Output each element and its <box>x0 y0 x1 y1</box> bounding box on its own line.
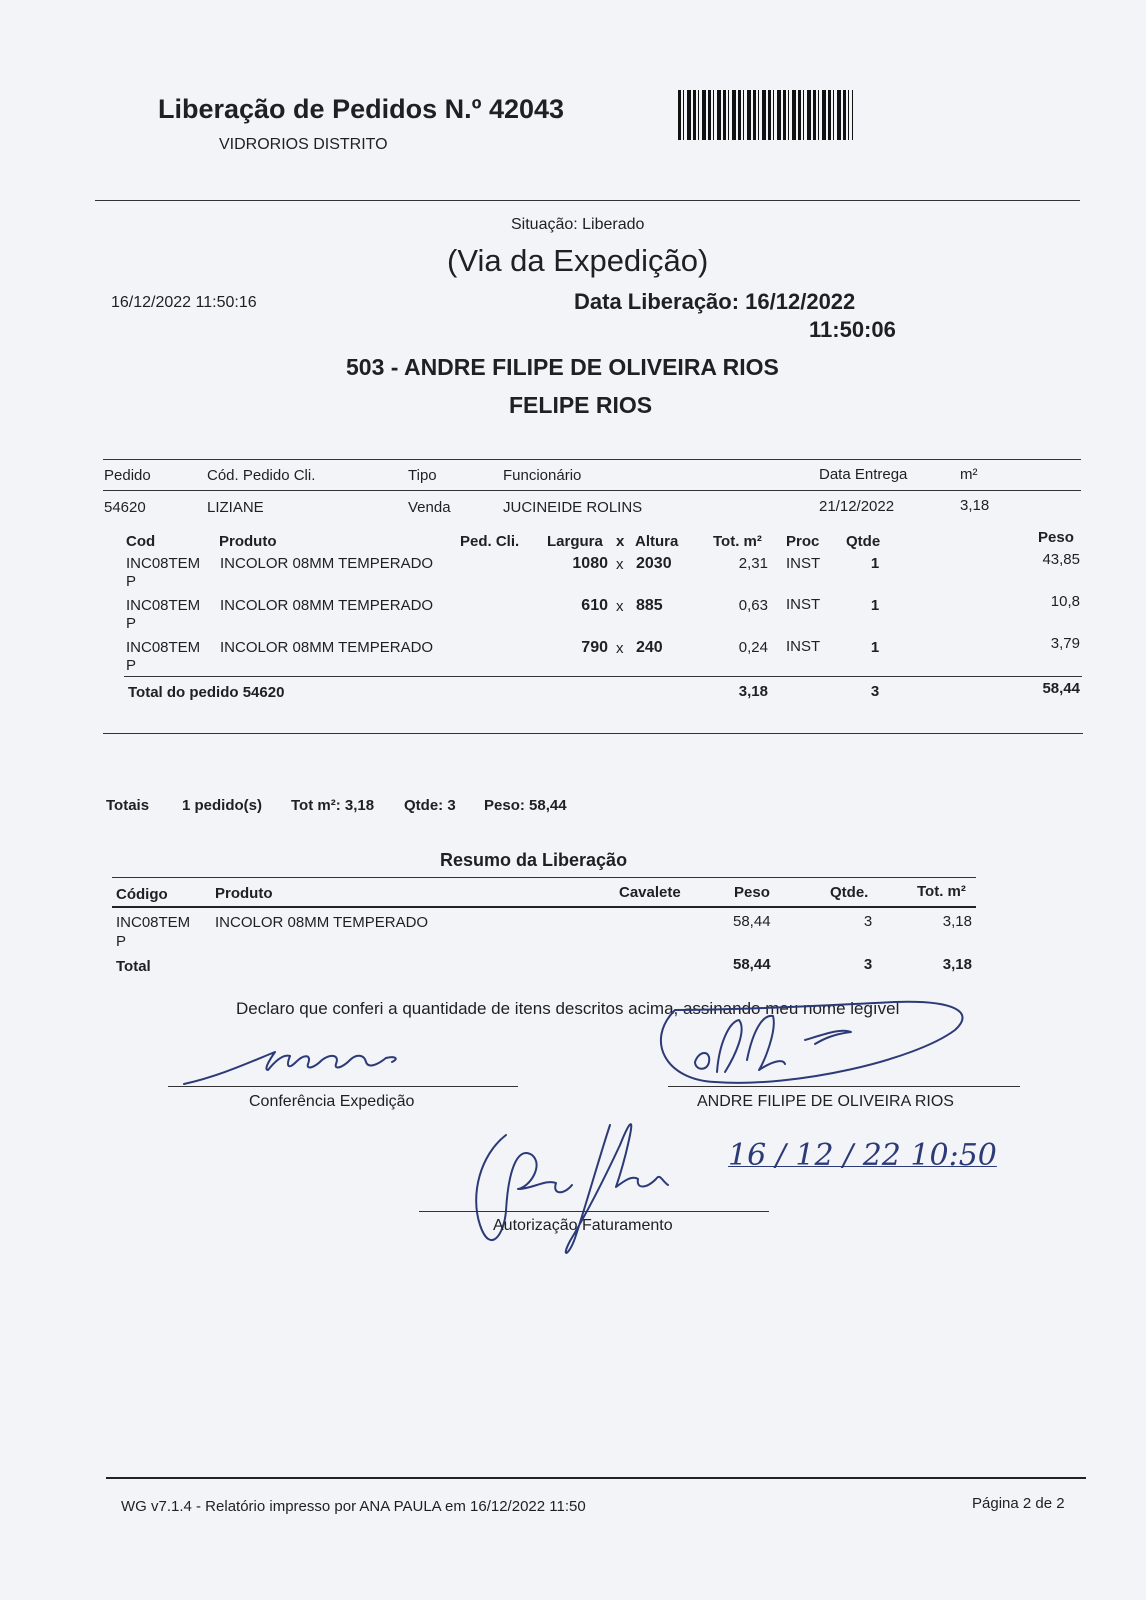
item-peso: 43,85 <box>1042 551 1080 568</box>
signature-client <box>655 1000 965 1090</box>
declaration-text: Declaro que conferi a quantidade de itens descritos acima, assinando meu nome legível <box>236 999 900 1018</box>
delivery-date: 21/12/2022 <box>819 498 895 515</box>
items-col-tot-m2: Tot. m² <box>713 533 762 550</box>
item-peso: 3,79 <box>1050 635 1080 652</box>
client-name: 503 - ANDRE FILIPE DE OLIVEIRA RIOS <box>346 354 779 380</box>
summary-col-cavalete: Cavalete <box>619 884 681 901</box>
items-col-produto: Produto <box>219 533 277 550</box>
summary-codigo: INC08TEM <box>116 914 191 931</box>
items-col-ped-cli: Ped. Cli. <box>460 533 520 550</box>
summary-total-label: Total <box>116 958 151 975</box>
handwritten-date: 16 / 12 / 22 10:50 <box>728 1138 997 1173</box>
copy-type: (Via da Expedição) <box>447 243 709 278</box>
autorizacao-label: Autorização Faturamento <box>493 1217 673 1234</box>
summary-peso: 58,44 <box>733 913 771 930</box>
item-x: x <box>616 640 624 657</box>
items-col-x: x <box>616 533 625 550</box>
item-cod-suffix: P <box>126 615 137 632</box>
status-label: Situação: Liberado <box>511 216 645 233</box>
document-title: Liberação de Pedidos N.º 42043 <box>158 94 565 124</box>
summary-col-produto: Produto <box>215 885 273 902</box>
item-altura: 240 <box>636 639 663 656</box>
signature-autorizacao <box>460 1115 710 1265</box>
footer-page-number: Página 2 de 2 <box>972 1495 1065 1512</box>
summary-tot-m2: 3,18 <box>942 913 972 930</box>
item-cod-suffix: P <box>126 573 137 590</box>
item-proc: INST <box>786 596 821 613</box>
signature-conferencia <box>180 1040 420 1090</box>
item-altura: 885 <box>636 597 663 614</box>
item-cod: INC08TEM <box>126 639 201 656</box>
summary-col-tot-m2: Tot. m² <box>917 883 966 900</box>
conferencia-label: Conferência Expedição <box>249 1093 415 1110</box>
summary-qtde: 3 <box>863 913 873 930</box>
company-name: VIDRORIOS DISTRITO <box>219 136 388 153</box>
summary-title: Resumo da Liberação <box>440 850 628 870</box>
items-col-qtde: Qtde <box>846 533 881 550</box>
item-proc: INST <box>786 638 821 655</box>
order-m2: 3,18 <box>960 497 990 514</box>
item-altura: 2030 <box>636 555 672 572</box>
order-total-qtde: 3 <box>870 683 880 700</box>
barcode <box>678 90 853 140</box>
item-peso: 10,8 <box>1050 593 1080 610</box>
totals-qtde: Qtde: 3 <box>404 797 456 814</box>
items-col-proc: Proc <box>786 533 820 550</box>
order-number: 54620 <box>104 499 146 516</box>
item-produto: INCOLOR 08MM TEMPERADO <box>220 597 434 614</box>
summary-col-peso: Peso <box>734 884 770 901</box>
col-tipo: Tipo <box>408 467 437 484</box>
summary-produto: INCOLOR 08MM TEMPERADO <box>215 914 429 931</box>
summary-total-m2: 3,18 <box>942 956 972 973</box>
items-col-largura: Largura <box>547 533 603 550</box>
item-qtde: 1 <box>870 555 880 572</box>
item-qtde: 1 <box>870 639 880 656</box>
col-data-entrega: Data Entrega <box>819 466 908 483</box>
totals-label: Totais <box>106 797 150 814</box>
item-cod-suffix: P <box>126 657 137 674</box>
item-x: x <box>616 556 624 573</box>
col-cod-pedido-cli: Cód. Pedido Cli. <box>207 467 316 484</box>
item-qtde: 1 <box>870 597 880 614</box>
item-cod: INC08TEM <box>126 555 201 572</box>
summary-col-codigo: Código <box>116 886 168 903</box>
items-col-altura: Altura <box>635 533 679 550</box>
item-proc: INST <box>786 555 821 572</box>
col-pedido: Pedido <box>104 467 151 484</box>
order-total-peso: 58,44 <box>1042 680 1080 697</box>
client-nickname: FELIPE RIOS <box>509 392 653 418</box>
order-total-m2: 3,18 <box>738 683 768 700</box>
client-signature-name: ANDRE FILIPE DE OLIVEIRA RIOS <box>697 1093 954 1110</box>
summary-total-peso: 58,44 <box>733 956 771 973</box>
employee: JUCINEIDE ROLINS <box>503 499 643 516</box>
summary-codigo-suffix: P <box>116 933 127 950</box>
release-time: 11:50:06 <box>809 317 896 342</box>
item-largura: 610 <box>581 597 608 614</box>
col-funcionario: Funcionário <box>503 467 582 484</box>
item-largura: 1080 <box>572 555 608 572</box>
item-produto: INCOLOR 08MM TEMPERADO <box>220 555 434 572</box>
item-tot-m2: 0,24 <box>738 639 768 656</box>
item-produto: INCOLOR 08MM TEMPERADO <box>220 639 434 656</box>
summary-col-qtde: Qtde. <box>830 884 869 901</box>
item-largura: 790 <box>581 639 608 656</box>
items-col-cod: Cod <box>126 533 156 550</box>
col-m2: m² <box>960 466 978 483</box>
item-tot-m2: 0,63 <box>738 597 768 614</box>
release-date: Data Liberação: 16/12/2022 <box>574 289 856 314</box>
totals-m2: Tot m²: 3,18 <box>291 797 375 814</box>
order-total-label: Total do pedido 54620 <box>128 684 285 701</box>
summary-total-qtde: 3 <box>863 956 873 973</box>
items-col-peso: Peso <box>1038 529 1074 546</box>
item-x: x <box>616 598 624 615</box>
print-timestamp: 16/12/2022 11:50:16 <box>111 294 257 311</box>
totals-pedidos: 1 pedido(s) <box>182 797 263 814</box>
footer-printed-by: WG v7.1.4 - Relatório impresso por ANA PAULA em 16/12/2022 11:50 <box>121 1498 586 1515</box>
totals-peso: Peso: 58,44 <box>484 797 567 814</box>
item-tot-m2: 2,31 <box>738 555 768 572</box>
client-order-code: LIZIANE <box>207 499 264 516</box>
order-type: Venda <box>408 499 451 516</box>
item-cod: INC08TEM <box>126 597 201 614</box>
